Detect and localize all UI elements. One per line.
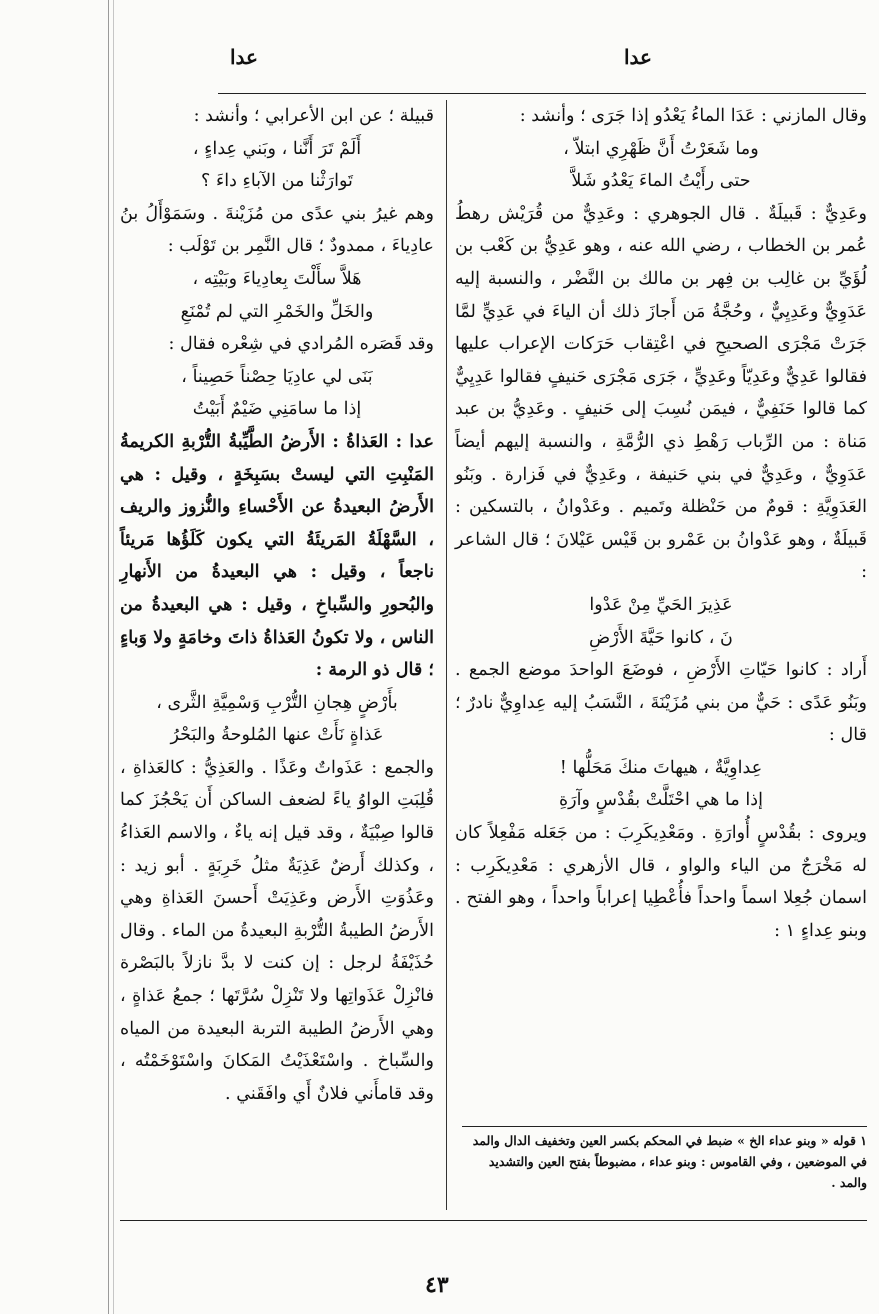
entry-heading-text: عدا : العَذاةُ : الأَرضُ الطَّيِّبةُ التُّرْبةِ الكريمةُ المَنْبِتِ التي ليستْ بسَبِخَةٍ ، وقيل : هي الأَرضُ البعيدةُ عن الأَحْساءِ والنُّزوز والريف ، السَّهْلَةُ المَريئَةُ التي يكون كَلَؤُها مَريئاً ناجعاً ، وقيل : هي البعيدةُ من الأَنهارِ والبُحورِ والسِّباخِ ، وقيل : هي البعيدةُ من الناس ، ولا تكونُ العَذاةُ ذاتَ وخامَةٍ ولا وَباءٍ ؛ قال ذو الرمة : — [120, 430, 434, 681]
entry-text: ويروى : بقُدْسٍ أُوارَةِ . ومَعْدِيكَرِبَ : من جَعَله مَفْعِلاً كان له مَخْرَجٌ من الياء والواو ، قال الأزهري : مَعْدِيكَرِب : اسمان جُعِلا اسماً واحداً فأُعْطِيا إعراباً واحداً ، وهو الفتح . وبنو عِداءٍ ١ : — [455, 823, 867, 941]
page-number: ٤٣ — [425, 1272, 449, 1298]
verse-line: إذا ما هي احْتَلَّتْ بقُدْسٍ وآرَةِ — [558, 790, 764, 811]
verse-line: إذا ما سامَنِي ضَيْمٌ أَبَيْتُ — [192, 399, 362, 420]
entry-text: والجمع : عَذَواتٌ وعَذًا . والعَذِيُّ : كالعَذاةِ ، قُلِبَتِ الواوُ ياءً لضعف الساكن أَن يَحْجُزَ كما قالوا صِبْيَةٌ ، وقد قيل إنه ياءٌ ، والاسم العَذاءُ ، وكذلك أَرضٌ عَذِيَةٌ مثلُ خَرِبَةٍ . أبو زيد : وعَذُوَتِ الأَرض وعَذِيَتْ أَحسنَ العَذاةِ وهي الأَرضُ الطيبةُ التُّرْبةِ البعيدةُ من الماء . وقال حُذَيْفَةُ لرجل : إن كنت لا بدَّ نازلاً بالبَصْرة فانْزِلْ عَذَواتِها ولا تَنْزِلْ سُرَّتَها ؛ جمعُ عَذاةٍ ، وهي الأَرضُ الطيبة التربة البعيدة من المياه والسِّباخ . واسْتَعْذَيْتُ المَكانَ واسْتَوْخَمْتُه ، وقد قامأَني فلانٌ أَي وافَقَني . — [120, 757, 434, 1104]
margin-fold-line-secondary — [113, 0, 114, 1314]
header-left-word: عدا — [230, 45, 258, 69]
header-right-word: عدا — [624, 45, 652, 69]
entry-text: وهم غيرُ بني عدًى من مُزَيْنةَ . وسَمَوْأَلُ بنُ عادِياءَ ، ممدودٌ ؛ قال النَّمِر بن تَوْلَب : — [120, 203, 434, 257]
verse-line: عِداوِيَّةٌ ، هيهاتَ منكَ مَحَلُّها ! — [559, 757, 763, 778]
verse-line: والخَلِّ والخَمْرِ التي لم تُمْنَعِ — [180, 301, 374, 322]
left-column — [120, 100, 434, 1110]
verse-line: تَوارَثْنا من الآباءِ داءَ ؟ — [201, 171, 353, 192]
verse-line: بأَرْضٍ هِجانِ التُّرْبِ وَسْمِيَّةِ الثَّرى ، — [156, 692, 398, 713]
verse-line: نَ ، كانوا حَيَّةَ الأَرْضِ — [589, 627, 733, 648]
verse-line: وما شَعَرْتُ أَنَّ ظَهْرِي ابتلاّ ، — [563, 138, 759, 159]
footnote-rule — [462, 1126, 867, 1127]
verse-line: حتى رأَيْتُ الماءَ يَعْدُو شَلاَّ — [571, 171, 751, 192]
margin-fold-line — [108, 0, 109, 1314]
right-column — [455, 100, 867, 947]
column-divider — [446, 100, 447, 1210]
entry-text: قبيلة ؛ عن ابن الأعرابي ؛ وأنشد : — [193, 106, 434, 126]
entry-text: وعَدِيٌّ : قَبيلَةٌ . قال الجوهري : وعَدِيٌّ من قُرَيْش رهطُ عُمر بن الخطاب ، رضي الله عنه ، وهو عَدِيُّ بن كَعْب بن لُؤَيِّ بن غالِب بن فِهر بن مالك بن النَّضْر ، والنسبة إليه عَدَوِيٌّ وعَدِيِيٌّ ، وحُجَّةُ مَن أَجازَ ذلك أن الياءَ في عَدِيٍّ لمَّا جَرَتْ مَجْرَى الصحيحِ في اعْتِقاب حَرَكات الإعراب عليها فقالوا عَدِيٌّ وعَدِيّاً وعَدِيٍّ ، جَرَى مَجْرَى حَنيفٍ فقالوا عَدِيِيٌّ كما قالوا حَنَفِيٌّ ، فيمَن نُسِبَ إلى حَنيفٍ . وعَدِيُّ بن عبد مَناة : من الرِّباب رَهْطِ ذي الرُّمَّةِ ، والنسبة إليهم أيضاً عَدَوِيٌّ ، وعَدِيٌّ في بني حَنيفة ، وعَدِيٌّ في فَزارة . وبَنُو العَدَوِيَّةِ : قومٌ من حَنْظلة وتَميم . وعَدْوانُ ، بالتسكين : قَبيلَةٌ ، وهو عَدْوانُ بن عَمْرو بن قَيْس عَيْلانَ ؛ قال الشاعر : — [455, 203, 867, 583]
entry-text: وقد قَصَره المُرادي في شِعْره فقال : — [168, 334, 434, 355]
entry-text: أَراد : كانوا حَيّاتِ الأَرْضِ ، فوضَعَ الواحدَ موضع الجمع . وبَنُو عَدًى : حَيٌّ من بني مُزَيْنَةَ ، النَّسَبُ إليه عِداوِيٌّ نادرٌ ؛ قال : — [455, 660, 867, 746]
entry-text: وقال المازني : عَدَا الماءُ يَعْدُو إذا جَرَى ؛ وأنشد : — [519, 106, 867, 126]
verse-line: عَذاةٍ نَأَتْ عنها المُلوحةُ والبَحْرُ — [170, 725, 384, 746]
footnote: ١ قوله « وبنو عداء الخ » ضبط في المحكم بكسر العين وتخفيف الدال والمد في الموضعين ، وفي القاموس : وبنو عداء ، مضبوطاً بفتح العين والتشديد والمد . — [472, 1133, 867, 1190]
verse-line: أَلَمْ تَرَ أَنَّنا ، وبَني عِداءٍ ، — [192, 138, 362, 159]
verse-line: هَلاَّ سأَلْتَ بِعادِياءَ وبَيْتِه ، — [192, 268, 362, 289]
header-rule — [218, 93, 866, 94]
verse-line: عَذِيرَ الحَيِّ مِنْ عَدْوا — [589, 594, 733, 615]
footer-rule — [120, 1220, 867, 1221]
verse-line: بَنَى لي عادِيَا حِصْناً حَصِيناً ، — [181, 366, 373, 387]
